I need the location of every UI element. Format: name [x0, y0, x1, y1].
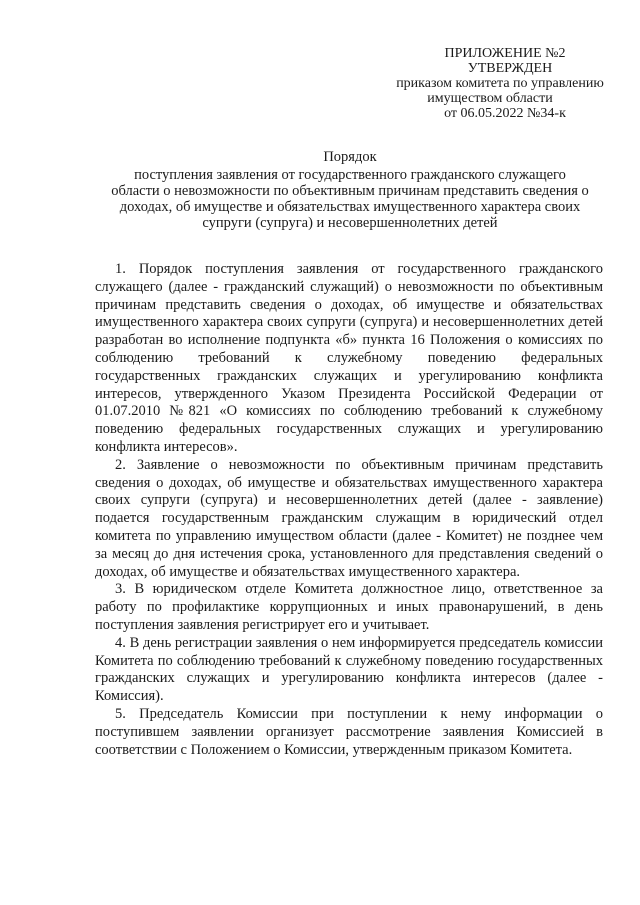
appendix-label: ПРИЛОЖЕНИЕ №2 — [444, 46, 566, 61]
approved-label: УТВЕРЖДЕН — [467, 61, 553, 76]
order-date: от 06.05.2022 №34-к — [444, 106, 566, 121]
title-line: доходах, об имуществе и обязательствах имущественного характера своих — [119, 199, 581, 215]
paragraph-5: 5. Председатель Комиссии при поступлении к нему информации о поступившем заявлении организует рассмотрение заявления Комиссией в соответствии с Положением о Комиссии, утвержденным приказом Комитета. — [95, 705, 603, 758]
document-title — [95, 149, 605, 231]
paragraph-4: 4. В день регистрации заявления о нем информируется председатель комиссии Комитета по соблюдению требований к служебному поведению государственных гражданских служащих и урегулированию конфликта интересов (далее - Комиссия). — [95, 634, 603, 705]
paragraph-3: 3. В юридическом отделе Комитета должностное лицо, ответственное за работу по профилактике коррупционных и иных правонарушений, в день поступления заявления регистрирует его и учитывает. — [95, 581, 603, 633]
paragraph-2: 2. Заявление о невозможности по объективным причинам представить сведения о доходах, об имуществе и обязательствах имущественного характера своих супруги (супруга) и несовершеннолетних детей (далее - заявление) подается государственным гражданским служащим в юридический отдел комитета по управлению имуществом области (далее - Комитет) не позднее чем за месяц до дня истечения срока, установленного для представления сведений о доходах, об имуществе и обязательствах имущественного характера. — [95, 456, 603, 580]
order-label: приказом комитета по управлению — [396, 76, 604, 91]
title-line: поступления заявления от государственного гражданского служащего — [134, 167, 566, 183]
title-line: области о невозможности по объективным причинам представить сведения о — [111, 183, 589, 199]
title-heading: Порядок — [323, 149, 377, 165]
document-body — [95, 261, 603, 759]
approval-stamp — [360, 46, 610, 121]
paragraph-1: 1. Порядок поступления заявления от государственного гражданского служащего (далее - гражданский служащий) о невозможности по объективным причинам представить сведения о доходах, об имуществе и обязательствах имущественного характера своих супруги (супруга) и несовершеннолетних детей разработан во исполнение подпункта «б» пункта 16 Положения о комиссиях по соблюдению требований к служебному поведению федеральных государственных гражданских служащих и урегулированию конфликта интересов, утвержденного Указом Президента Российской Федерации от 01.07.2010 №821 «О комиссиях по соблюдению требований к служебному поведению федеральных государственных служащих и урегулированию конфликта интересов». — [95, 261, 603, 455]
authority-label: имуществом области — [427, 91, 553, 106]
title-line: супруги (супруга) и несовершеннолетних детей — [202, 215, 498, 231]
